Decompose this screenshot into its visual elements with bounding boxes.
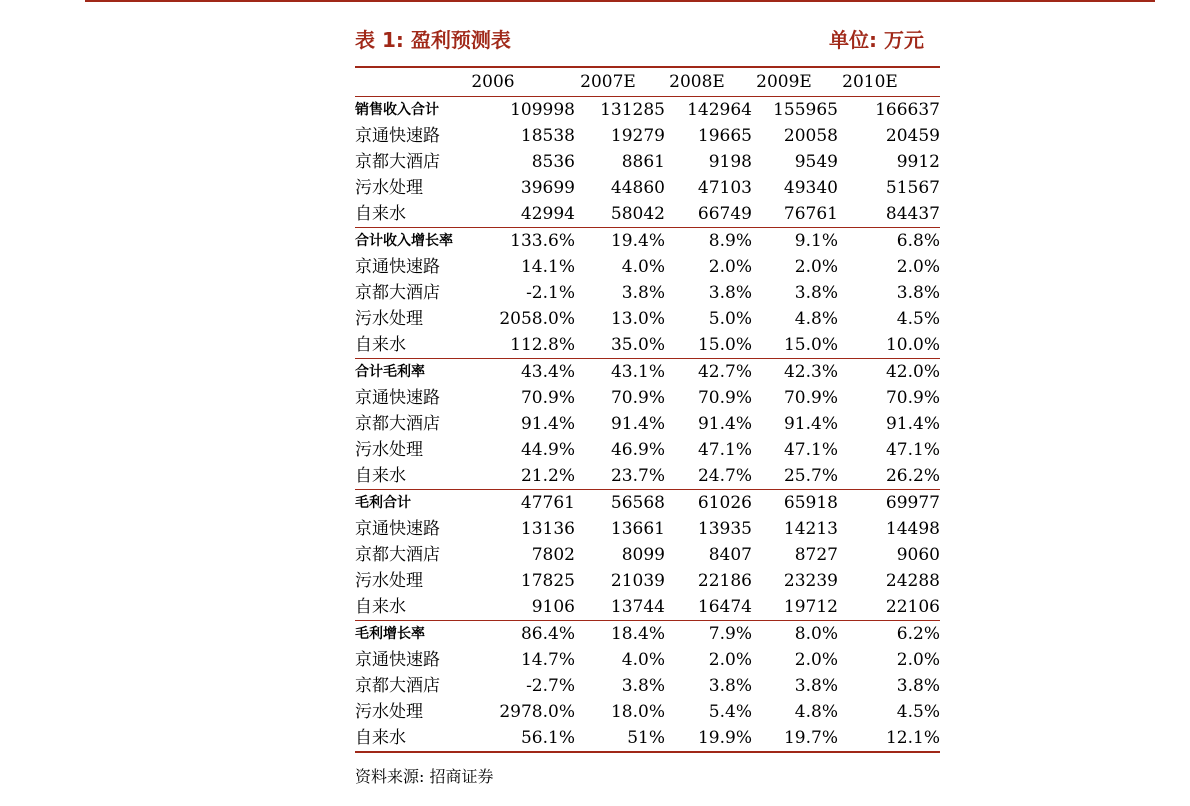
table-cell: 2.0%	[794, 257, 838, 277]
table-cell: 5.4%	[708, 702, 752, 722]
row-label: 京都大酒店	[355, 676, 440, 696]
table-cell: 166637	[875, 100, 940, 120]
table-row	[355, 175, 940, 201]
table-cell: 142964	[687, 100, 752, 120]
forecast-table	[355, 66, 940, 753]
table-row	[355, 516, 940, 542]
table-row	[355, 201, 940, 227]
page-top-rule	[85, 0, 1155, 2]
row-label: 京都大酒店	[355, 545, 440, 565]
table-row	[355, 306, 940, 332]
table-cell: 4.0%	[621, 650, 665, 670]
table-cell: 70.9%	[697, 388, 752, 408]
table-cell: 39699	[520, 178, 575, 198]
table-cell: 84437	[885, 204, 940, 224]
table-cell: 13136	[520, 519, 575, 539]
table-cell: 4.5%	[896, 309, 940, 329]
table-cell: 8861	[621, 152, 665, 172]
table-cell: 56568	[610, 493, 665, 513]
table-cell: 91.4%	[697, 414, 752, 434]
row-label: 京通快速路	[355, 388, 440, 408]
table-cell: 76761	[783, 204, 838, 224]
table-cell: 47103	[697, 178, 752, 198]
table-cell: 69977	[885, 493, 940, 513]
table-cell: 20459	[885, 126, 940, 146]
table-unit: 单位: 万元	[829, 28, 924, 52]
column-header: 2010E	[842, 72, 898, 92]
table-cell: 19.9%	[697, 728, 752, 748]
table-cell: 15.0%	[783, 335, 838, 355]
table-cell: 16474	[697, 597, 752, 617]
table-cell: 24.7%	[697, 466, 752, 486]
table-cell: 18.0%	[610, 702, 665, 722]
table-cell: 18.4%	[610, 624, 665, 644]
table-row	[355, 725, 940, 751]
table-cell: 58042	[610, 204, 665, 224]
table-cell: 18538	[520, 126, 575, 146]
table-cell: 13661	[610, 519, 665, 539]
table-cell: 8407	[708, 545, 752, 565]
table-cell: 65918	[783, 493, 838, 513]
table-cell: 3.8%	[896, 283, 940, 303]
table-cell: 112.8%	[510, 335, 575, 355]
table-title: 表 1: 盈利预测表	[355, 28, 511, 52]
table-cell: 25.7%	[783, 466, 838, 486]
table-row	[355, 411, 940, 437]
table-cell: 8727	[794, 545, 838, 565]
table-cell: 43.1%	[610, 362, 665, 382]
row-label: 自来水	[355, 335, 406, 355]
table-row	[355, 463, 940, 489]
row-label: 销售收入合计	[355, 102, 439, 118]
table-header-row	[355, 68, 940, 96]
table-cell: 86.4%	[520, 624, 575, 644]
table-cell: 2978.0%	[499, 702, 575, 722]
source-note: 资料来源: 招商证券	[355, 767, 494, 786]
table-cell: 8099	[621, 545, 665, 565]
table-row	[355, 673, 940, 699]
table-cell: 6.8%	[896, 231, 940, 251]
row-label: 京通快速路	[355, 257, 440, 277]
table-cell: 46.9%	[610, 440, 665, 460]
table-body	[355, 97, 940, 751]
table-cell: 35.0%	[610, 335, 665, 355]
table-cell: 12.1%	[885, 728, 940, 748]
table-cell: 24288	[885, 571, 940, 591]
table-cell: 42.0%	[885, 362, 940, 382]
table-cell: 7802	[531, 545, 575, 565]
table-cell: 3.8%	[794, 676, 838, 696]
table-cell: 7.9%	[708, 624, 752, 644]
table-cell: 9060	[896, 545, 940, 565]
table-row	[355, 228, 940, 254]
row-label: 京都大酒店	[355, 414, 440, 434]
table-cell: 19.7%	[783, 728, 838, 748]
table-cell: 9106	[531, 597, 575, 617]
table-cell: 23239	[783, 571, 838, 591]
table-cell: 66749	[697, 204, 752, 224]
table-cell: 9.1%	[794, 231, 838, 251]
table-cell: 13744	[610, 597, 665, 617]
row-label: 京都大酒店	[355, 152, 440, 172]
table-cell: 19712	[783, 597, 838, 617]
table-cell: 4.5%	[896, 702, 940, 722]
table-cell: 47761	[520, 493, 575, 513]
row-label: 京通快速路	[355, 650, 440, 670]
table-row	[355, 280, 940, 306]
table-cell: 19.4%	[610, 231, 665, 251]
table-cell: 3.8%	[708, 283, 752, 303]
table-cell: 49340	[783, 178, 838, 198]
table-cell: 51%	[627, 728, 665, 748]
row-label: 京通快速路	[355, 519, 440, 539]
table-bottom-rule	[355, 751, 940, 753]
row-label: 自来水	[355, 204, 406, 224]
row-label: 污水处理	[355, 440, 423, 460]
table-cell: 42.3%	[783, 362, 838, 382]
table-row	[355, 97, 940, 123]
table-cell: 8.0%	[794, 624, 838, 644]
table-cell: 47.1%	[885, 440, 940, 460]
row-label: 污水处理	[355, 702, 423, 722]
table-cell: 70.9%	[783, 388, 838, 408]
row-label: 污水处理	[355, 571, 423, 591]
table-cell: 14498	[885, 519, 940, 539]
row-label: 合计收入增长率	[355, 233, 453, 249]
table-cell: 133.6%	[510, 231, 575, 251]
table-caption	[355, 24, 940, 54]
table-cell: 19665	[697, 126, 752, 146]
row-label: 京通快速路	[355, 126, 440, 146]
table-cell: -2.7%	[526, 676, 575, 696]
table-cell: 2.0%	[708, 257, 752, 277]
table-cell: 44.9%	[520, 440, 575, 460]
table-cell: 2.0%	[896, 257, 940, 277]
table-cell: 91.4%	[610, 414, 665, 434]
table-row	[355, 647, 940, 673]
column-header: 2006	[471, 72, 515, 92]
table-cell: 2.0%	[794, 650, 838, 670]
table-row	[355, 437, 940, 463]
column-header: 2008E	[669, 72, 725, 92]
row-label: 污水处理	[355, 309, 423, 329]
table-cell: 70.9%	[610, 388, 665, 408]
table-cell: 4.8%	[794, 702, 838, 722]
table-row	[355, 490, 940, 516]
row-label: 自来水	[355, 728, 406, 748]
table-cell: 9912	[896, 152, 940, 172]
table-row	[355, 568, 940, 594]
table-row	[355, 385, 940, 411]
table-cell: 26.2%	[885, 466, 940, 486]
table-cell: 13.0%	[610, 309, 665, 329]
row-label: 自来水	[355, 466, 406, 486]
table-row	[355, 149, 940, 175]
row-label: 污水处理	[355, 178, 423, 198]
table-cell: 22106	[885, 597, 940, 617]
table-cell: 3.8%	[708, 676, 752, 696]
table-cell: 42.7%	[697, 362, 752, 382]
table-cell: 4.8%	[794, 309, 838, 329]
table-cell: 9198	[708, 152, 752, 172]
table-cell: 19279	[610, 126, 665, 146]
row-label: 毛利合计	[355, 495, 411, 511]
table-row	[355, 542, 940, 568]
table-cell: 131285	[600, 100, 665, 120]
table-cell: 2.0%	[708, 650, 752, 670]
table-cell: 5.0%	[708, 309, 752, 329]
table-row	[355, 359, 940, 385]
table-cell: 14.7%	[520, 650, 575, 670]
table-cell: 56.1%	[520, 728, 575, 748]
table-cell: 23.7%	[610, 466, 665, 486]
table-cell: 20058	[783, 126, 838, 146]
table-cell: 44860	[610, 178, 665, 198]
table-cell: 47.1%	[697, 440, 752, 460]
table-cell: 2.0%	[896, 650, 940, 670]
table-cell: 10.0%	[885, 335, 940, 355]
table-cell: 70.9%	[885, 388, 940, 408]
table-cell: 155965	[773, 100, 838, 120]
row-label: 京都大酒店	[355, 283, 440, 303]
table-cell: 70.9%	[520, 388, 575, 408]
table-row	[355, 123, 940, 149]
table-cell: 47.1%	[783, 440, 838, 460]
table-cell: 61026	[697, 493, 752, 513]
table-cell: 9549	[794, 152, 838, 172]
table-row	[355, 594, 940, 620]
table-cell: 6.2%	[896, 624, 940, 644]
table-cell: 8536	[531, 152, 575, 172]
table-cell: 22186	[697, 571, 752, 591]
column-header: 2007E	[580, 72, 636, 92]
table-cell: 8.9%	[708, 231, 752, 251]
table-row	[355, 254, 940, 280]
row-label: 合计毛利率	[355, 364, 425, 380]
table-cell: 51567	[885, 178, 940, 198]
table-cell: 43.4%	[520, 362, 575, 382]
table-cell: 14.1%	[520, 257, 575, 277]
table-cell: 3.8%	[896, 676, 940, 696]
table-cell: 109998	[510, 100, 575, 120]
row-label: 自来水	[355, 597, 406, 617]
table-cell: 42994	[520, 204, 575, 224]
table-cell: 13935	[697, 519, 752, 539]
table-cell: 14213	[783, 519, 838, 539]
table-row	[355, 699, 940, 725]
table-cell: 91.4%	[885, 414, 940, 434]
table-cell: 91.4%	[520, 414, 575, 434]
table-cell: 4.0%	[621, 257, 665, 277]
table-row	[355, 332, 940, 358]
table-cell: 3.8%	[621, 283, 665, 303]
table-cell: 21039	[610, 571, 665, 591]
table-cell: 2058.0%	[499, 309, 575, 329]
table-cell: 17825	[520, 571, 575, 591]
table-row	[355, 621, 940, 647]
table-cell: 21.2%	[520, 466, 575, 486]
table-cell: -2.1%	[526, 283, 575, 303]
table-cell: 91.4%	[783, 414, 838, 434]
row-label: 毛利增长率	[355, 626, 425, 642]
table-cell: 15.0%	[697, 335, 752, 355]
table-cell: 3.8%	[794, 283, 838, 303]
column-header: 2009E	[756, 72, 812, 92]
table-cell: 3.8%	[621, 676, 665, 696]
